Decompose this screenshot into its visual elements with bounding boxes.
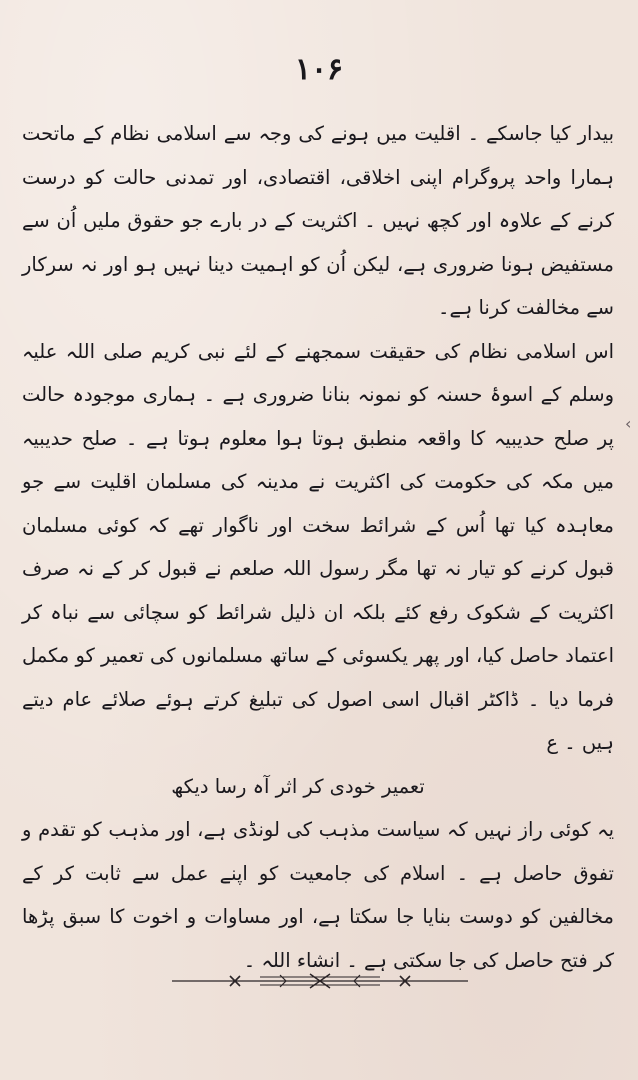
margin-mark: ‹	[625, 414, 632, 433]
paragraph-1: بیدار کیا جاسکے ۔ اقلیت میں ہونے کی وجہ سے اسلامی نظام کے ماتحت ہمارا واحد پروگرام اپنی اخلاقی، اقتصادی، اور تمدنی حالت کو درست کرنے کے علاوہ اور کچھ نہیں ۔ اکثریت کے در بارے جو حقوق ملیں اُن سے مستفیض ہونا ضروری ہے، لیکن اُن کو اہمیت دینا نہیں ہو اور نہ سرکار سے مخالفت کرنا ہے۔	[22, 122, 614, 319]
paragraph-3: یہ کوئی راز نہیں کہ سیاست مذہب کی لونڈی ہے، اور مذہب کو تقدم و تفوق حاصل ہے ۔ اسلام کی جامعیت کو اپنے عمل سے ثابت کر کے مخالفین کو دوست بنایا جا سکتا ہے، اور مساوات و اخوت کا سبق پڑھا کر فتح حاصل کی جا سکتی ہے ۔ انشاء اللہ ۔	[22, 818, 614, 972]
poetry-verse: تعمیر خودی کر اثر آہ رسا دیکھ	[171, 774, 425, 798]
end-ornament	[170, 966, 470, 996]
page-body	[22, 112, 614, 982]
paragraph-2: اس اسلامی نظام کی حقیقت سمجھنے کے لئے نبی کریم صلی اللہ علیہ وسلم کے اسوۂ حسنہ کو نمونہ بنانا ضروری ہے ۔ ہماری موجودہ حالت پر صلح حدیبیہ کا واقعہ منطبق ہوتا ہوا معلوم ہوتا ہے ۔ صلح حدیبیہ میں مکہ کی حکومت کی اکثریت نے مدینہ کی مسلمان اقلیت سے جو معاہدہ کیا تھا اُس کے شرائط سخت اور ناگوار تھے کہ کوئی مسلمان قبول کرنے کو تیار نہ تھا مگر رسول اللہ صلعم نے قبول کر کے نہ صرف اکثریت کے شکوک رفع کئے بلکہ ان ذلیل شرائط کو سچائی سے نباہ کر اعتماد حاصل کیا، اور پھر یکسوئی کے ساتھ مسلمانوں کی تعمیر کو مکمل فرما دیا ۔ ڈاکٹر اقبال اسی اصول کی تبلیغ کرتے ہوئے صلائے عام دیتے ہیں ۔ ع	[22, 339, 614, 754]
page-number: ۱۰۶	[294, 52, 344, 87]
